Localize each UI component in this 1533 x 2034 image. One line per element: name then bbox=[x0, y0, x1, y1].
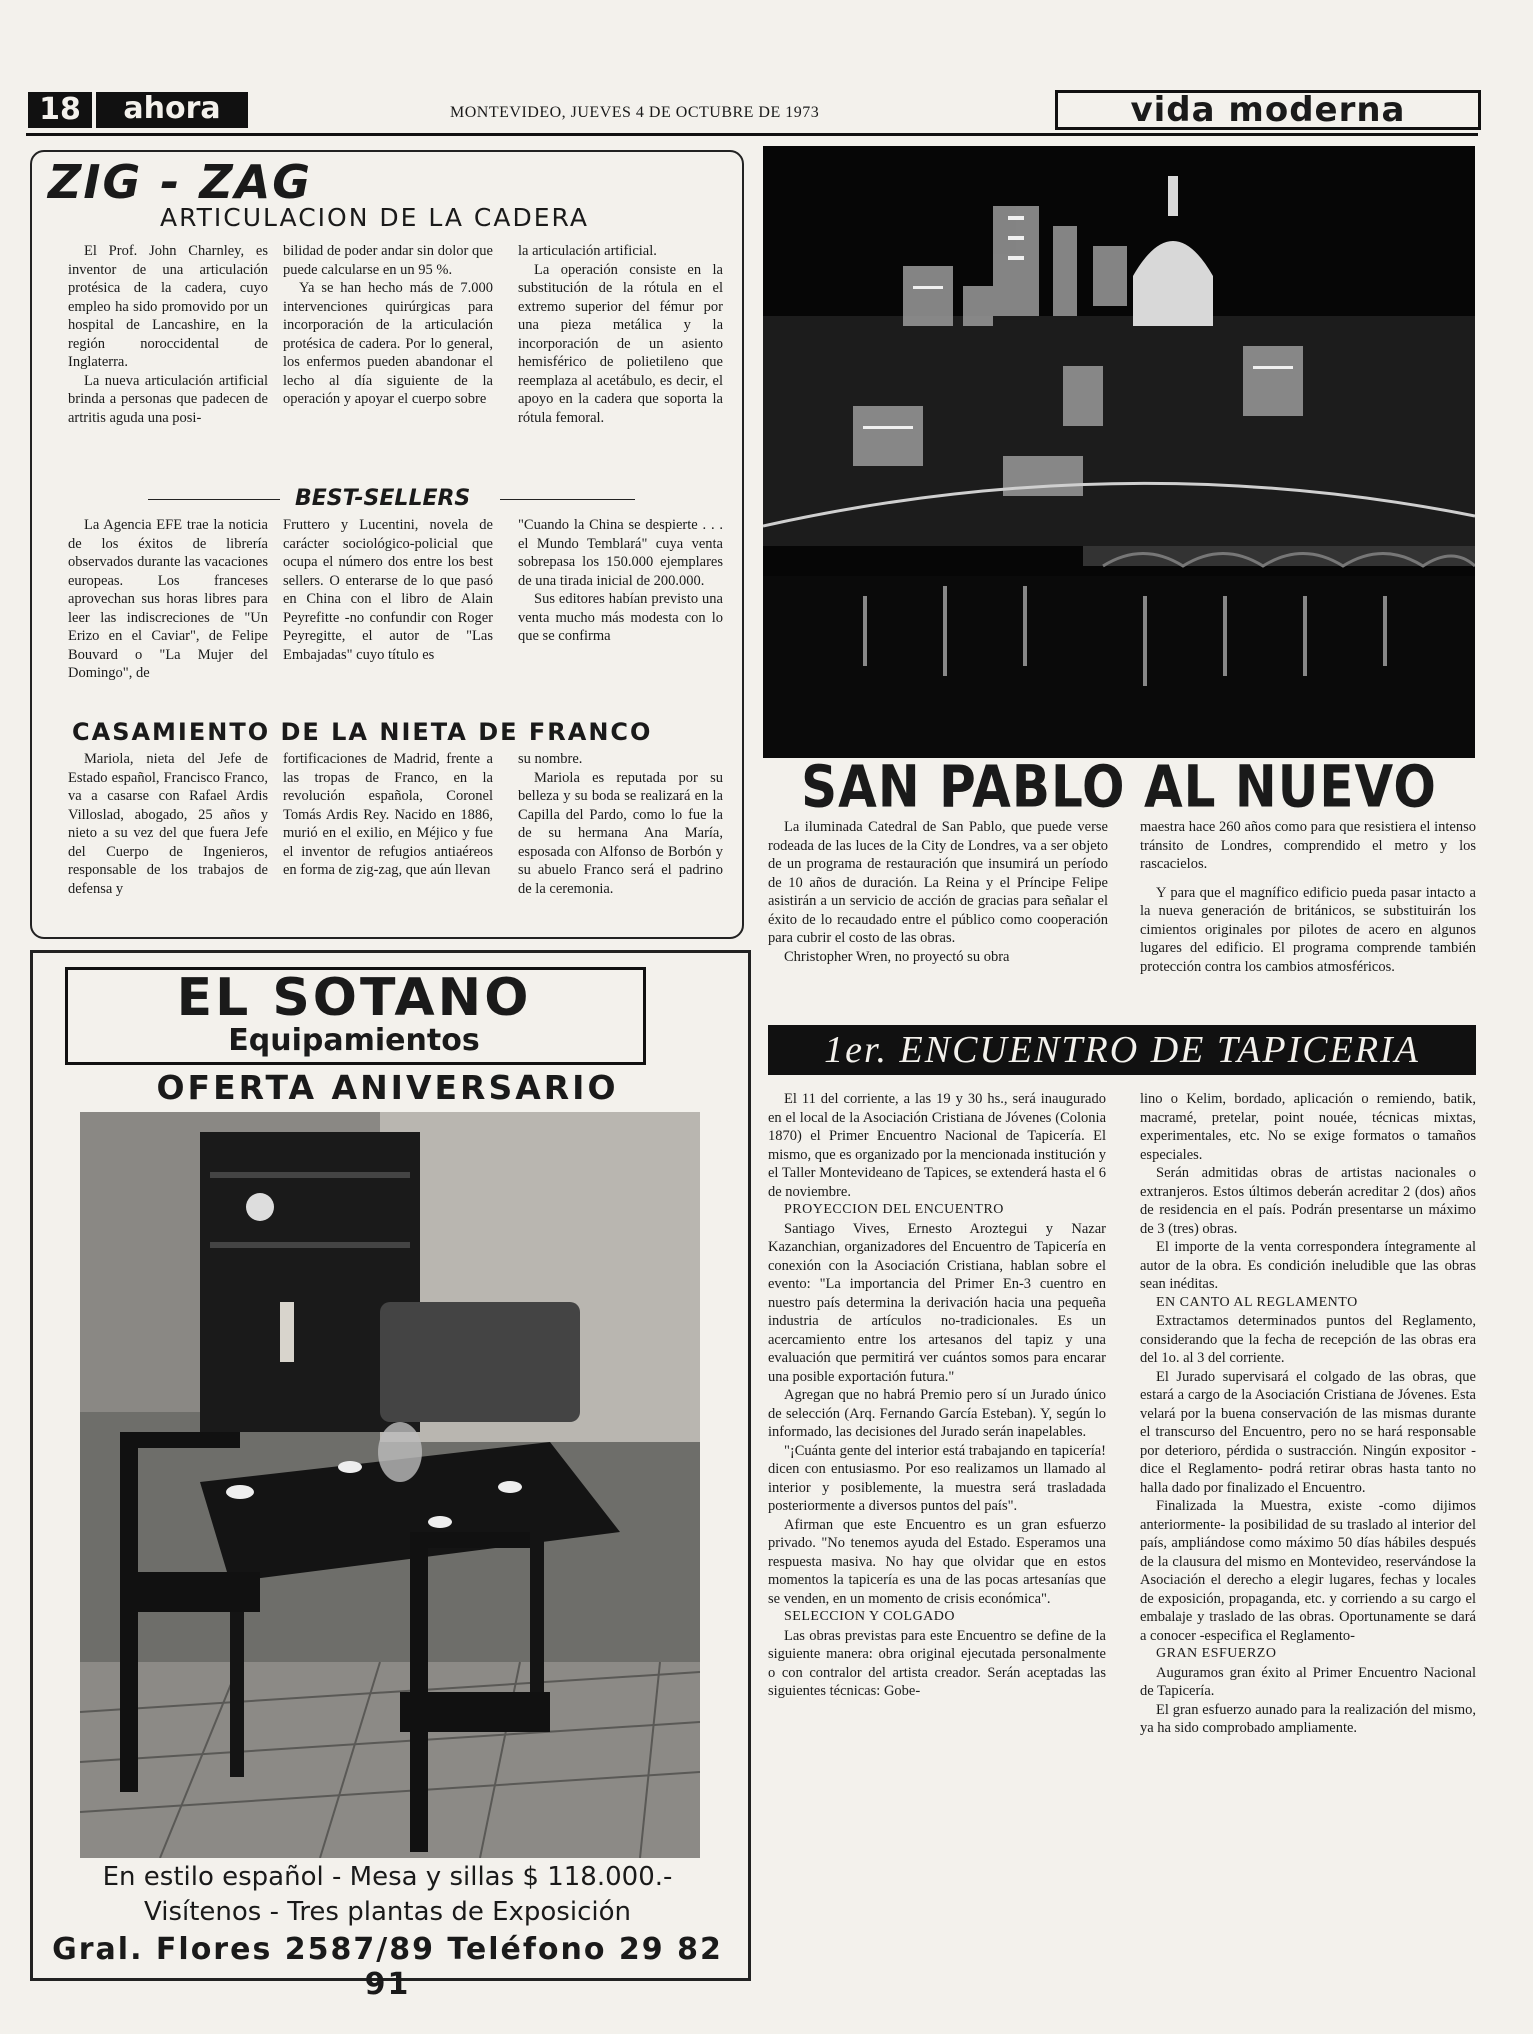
paragraph: Sus editores habían previsto una venta mucho más modesta con lo que se confirma bbox=[518, 591, 723, 644]
article-column bbox=[518, 242, 723, 427]
article-subtitle: ARTICULACION DE LA CADERA bbox=[160, 203, 589, 232]
paragraph: la articulación artificial. bbox=[518, 243, 657, 259]
ad-title: EL SOTANO bbox=[176, 968, 532, 1028]
paragraph: lino o Kelim, bordado, aplicación o remiendo, batik, macramé, pretelar, point nouée, técnicas mixtas, experimentales, etc. No se exige formatos o tamaños especiales. bbox=[1140, 1091, 1476, 1163]
article-column bbox=[768, 818, 1108, 966]
paragraph: Ya se han hecho más de 7.000 intervenciones quirúrgicas para incorporación de la articulación protésica de cadera. Por lo general, los enfermos pueden abandonar el lecho al día siguiente de la operación y apoyar el cuerpo sobre bbox=[283, 280, 493, 407]
article-column bbox=[283, 242, 493, 409]
paragraph: Fruttero y Lucentini, novela de carácter sociológico-policial que ocupa el número dos entre los best sellers. O enterarse de lo que pasó en China con el libro de Alain Peyrefitte -no confundir con Roger Peyregitte, el autor de "Las Embajadas" cuyo título es bbox=[283, 517, 493, 663]
paragraph: Christopher Wren, no proyectó su obra bbox=[784, 948, 1010, 965]
paragraph: Afirman que este Encuentro es un gran esfuerzo privado. "No tenemos ayuda del Estado. Esperamos una respuesta masiva. No hay que olvidar que en estos momentos la tapicería es una de las pocas artesanías que se venden, en un momento de crisis económica". bbox=[768, 1516, 1106, 1607]
header-rule bbox=[26, 133, 1478, 136]
paragraph: El Jurado supervisará el colgado de las obras, que estará a cargo de la Asociación Cristiana de Jóvenes. Esta velará por la buena conservación de las mismas durante el transcurso del Encuentro, pero no se hará responsable por deterioro, pérdida o sustracción. Ningún expositor -dice el Reglamento- podrá retirar obras hasta tanto no halla dado por finalizado el Encuentro. bbox=[1140, 1368, 1476, 1496]
ad-offer: OFERTA ANIVERSARIO bbox=[156, 1068, 619, 1107]
divider bbox=[148, 499, 280, 500]
article-column bbox=[768, 1090, 1106, 1701]
casamiento-heading: CASAMIENTO DE LA NIETA DE FRANCO bbox=[72, 718, 653, 746]
article-column bbox=[68, 516, 268, 683]
paragraph: Auguramos gran éxito al Primer Encuentro Nacional de Tapicería. bbox=[1140, 1664, 1476, 1699]
ad-line: En estilo español - Mesa y sillas $ 118.000.- bbox=[102, 1862, 673, 1892]
paragraph: La Agencia EFE trae la noticia de los éxitos de librería observados durante las vacaciones europeas. Los franceses aprovechan sus horas libres para leer las indiscreciones de "Un Erizo en el Caviar", de Felipe Bouvard o "La Mujer del Domingo", de bbox=[68, 517, 268, 681]
paragraph: El importe de la venta correspondera íntegramente al autor de la obra. Es condición ineludible que las obras sean inéditas. bbox=[1140, 1239, 1476, 1292]
paragraph: Las obras previstas para este Encuentro se define de la siguiente manera: obra original ejecutada personalmente o con contralor del artista creador. Serán aceptadas las siguientes técnicas: Gobe- bbox=[768, 1627, 1106, 1699]
paragraph: Mariola es reputada por su belleza y su boda se realizará en la Capilla del Pardo, como lo fue la de su hermana Ana María, esposada con Alfonso de Borbón y su abuelo Franco será el padrino de la ceremonia. bbox=[518, 769, 723, 897]
london-night-photo bbox=[763, 146, 1475, 758]
paragraph: El 11 del corriente, a las 19 y 30 hs., será inaugurado en el local de la Asociación Cristiana de Jóvenes (Colonia 1870) el Primer Encuentro Nacional de Tapicería. El mismo, que es organizado por la mencionada institución y el Taller Montevideano de Tapices, se extenderá hasta el 6 de noviembre. bbox=[768, 1091, 1106, 1200]
best-sellers-heading: BEST-SELLERS bbox=[295, 486, 471, 511]
section-title: vida moderna bbox=[1055, 90, 1481, 130]
paragraph: Santiago Vives, Ernesto Aroztegui y Nazar Kazanchian, organizadores del Encuentro de Tapicería en conexión con la Asociación Cristiana, hablan sobre el evento: "La importancia del Primer En-3 cuentro en nuestro país determina la derivación hacia una pequeña industria de artículos no-tradicionales. Es un acercamiento entre los artesanos del tapiz y una evaluación que permitirá ver cuántos somos para encarar una posible exportación futura." bbox=[768, 1220, 1106, 1385]
ad-line: Visítenos - Tres plantas de Exposición bbox=[144, 1897, 631, 1927]
article-column bbox=[1140, 818, 1476, 976]
zigzag-title: ZIG - ZAG bbox=[48, 155, 313, 209]
paragraph: Serán admitidas obras de artistas nacionales o extranjeros. Estos últimos deberán acreditar 2 (dos) años de residencia en el país. Podrán presentarse un máximo de 3 (tres) obras. bbox=[1140, 1165, 1476, 1237]
subheading: PROYECCION DEL ENCUENTRO bbox=[784, 1202, 1004, 1217]
paragraph: La iluminada Catedral de San Pablo, que puede verse rodeada de las luces de la City de Londres, va a ser objeto de un programa de restauración que insumirá un período de 10 años de duración. La Reina y el Príncipe Felipe asistirán a un servicio de acción de gracias para señalar el éxito de lo recaudado entre el público como cooperación para cubrir el costo de las obras. bbox=[768, 819, 1108, 946]
paragraph: El gran esfuerzo aunado para la realización del mismo, ya ha sido comprobado ampliamente. bbox=[1140, 1701, 1476, 1736]
paragraph: bilidad de poder andar sin dolor que puede calcularse en un 95 %. bbox=[283, 243, 493, 278]
subheading: SELECCION Y COLGADO bbox=[784, 1609, 956, 1624]
article-column bbox=[518, 516, 723, 646]
paragraph: Finalizada la Muestra, existe -como dijimos anteriormente- la posibilidad de su traslado al interior del país, ampliándose como máximo 50 días hábiles después de la clausura del mismo en Montevideo, reservándose la Asociación el derecho a elegir lugares, fechas y locales de exposición, propaganda, etc. y corriendo a su cargo el embalaje y traslado de las obras. Oportunamente se dará a conocer -especifica el Reglamento- bbox=[1140, 1498, 1476, 1644]
ad-address: Gral. Flores 2587/89 Teléfono 29 82 91 bbox=[52, 1932, 723, 2002]
article-column bbox=[518, 750, 723, 898]
paragraph: El Prof. John Charnley, es inventor de una articulación protésica de la cadera, cuyo empleo ha sido promovido por un hospital de Lancashire, en la región noroccidental de Inglaterra. bbox=[68, 243, 268, 370]
paragraph: maestra hace 260 años como para que resistiera el intenso tránsito de Londres, comprendido el metro y los rascacielos. bbox=[1140, 819, 1476, 872]
article-column bbox=[1140, 1090, 1476, 1738]
paragraph: Agregan que no habrá Premio pero sí un Jurado único de selección (Arq. Fernando García Esteban). Y, según lo informado, las decisiones del Jurado serán inapelables. bbox=[768, 1387, 1106, 1440]
paragraph: La operación consiste en la substitución de la rótula en el extremo superior del fémur por una pieza metálica y la incorporación de un asiento hemisférico de polietileno que reemplaza al acetábulo, es decir, el apoyo en la cadera que soporta la rótula femoral. bbox=[518, 261, 723, 426]
sanpablo-headline: SAN PABLO AL NUEVO bbox=[801, 753, 1437, 821]
article-column bbox=[283, 750, 493, 880]
divider bbox=[500, 499, 635, 500]
encuentro-title: 1er. ENCUENTRO DE TAPICERIA bbox=[824, 1029, 1420, 1071]
article-column bbox=[283, 516, 493, 664]
article-column bbox=[68, 242, 268, 427]
ad-subtitle: Equipamientos bbox=[228, 1023, 480, 1058]
article-column bbox=[68, 750, 268, 898]
subheading: GRAN ESFUERZO bbox=[1156, 1646, 1277, 1661]
paragraph: Y para que el magnífico edificio pueda pasar intacto a la nueva generación de británicos, se substituirán los cimientos originales por pilotes de acero en algunos lugares del edificio. El programa comprende también protección contra los cambios atmosféricos. bbox=[1140, 884, 1476, 975]
furniture-photo bbox=[80, 1112, 700, 1858]
paragraph: "¡Cuánta gente del interior está trabajando en tapicería! dicen con entusiasmo. Por eso realizamos un llamado al interior y posiblemente, la muestra será trasladada posteriormente a diversos puntos del país". bbox=[768, 1442, 1106, 1514]
paragraph: Mariola, nieta del Jefe de Estado español, Francisco Franco, va a casarse con Rafael Ardis Villoslad, abogado, 25 años y nieto a su vez del que fuera Jefe del Cuerpo de Ingenieros, responsable de los trabajos de defensa y bbox=[68, 751, 268, 897]
paragraph: Extractamos determinados puntos del Reglamento, considerando que la fecha de recepción de las obras era del 1o. al 3 del corriente. bbox=[1140, 1313, 1476, 1366]
paragraph: fortificaciones de Madrid, frente a las tropas de Franco, en la revolución española, Coronel Tomás Ardis Rey. Nacido en 1886, murió en el exilio, en Méjico y fue el inventor de refugios antiaéreos en forma de zig-zag, que aún llevan bbox=[283, 751, 493, 878]
dateline: MONTEVIDEO, JUEVES 4 DE OCTUBRE DE 1973 bbox=[450, 104, 820, 121]
subheading: EN CANTO AL REGLAMENTO bbox=[1156, 1294, 1358, 1310]
paragraph: su nombre. bbox=[518, 751, 583, 767]
page-number: 18 bbox=[28, 92, 92, 128]
paragraph: "Cuando la China se despierte . . . el Mundo Temblará" cuya venta sobrepasa los 150.000 ejemplares de una tirada inicial de 200.000. bbox=[518, 517, 723, 589]
publication-name: ahora bbox=[96, 92, 248, 128]
paragraph: La nueva articulación artificial brinda a personas que padecen de artritis aguda una posi- bbox=[68, 372, 268, 426]
